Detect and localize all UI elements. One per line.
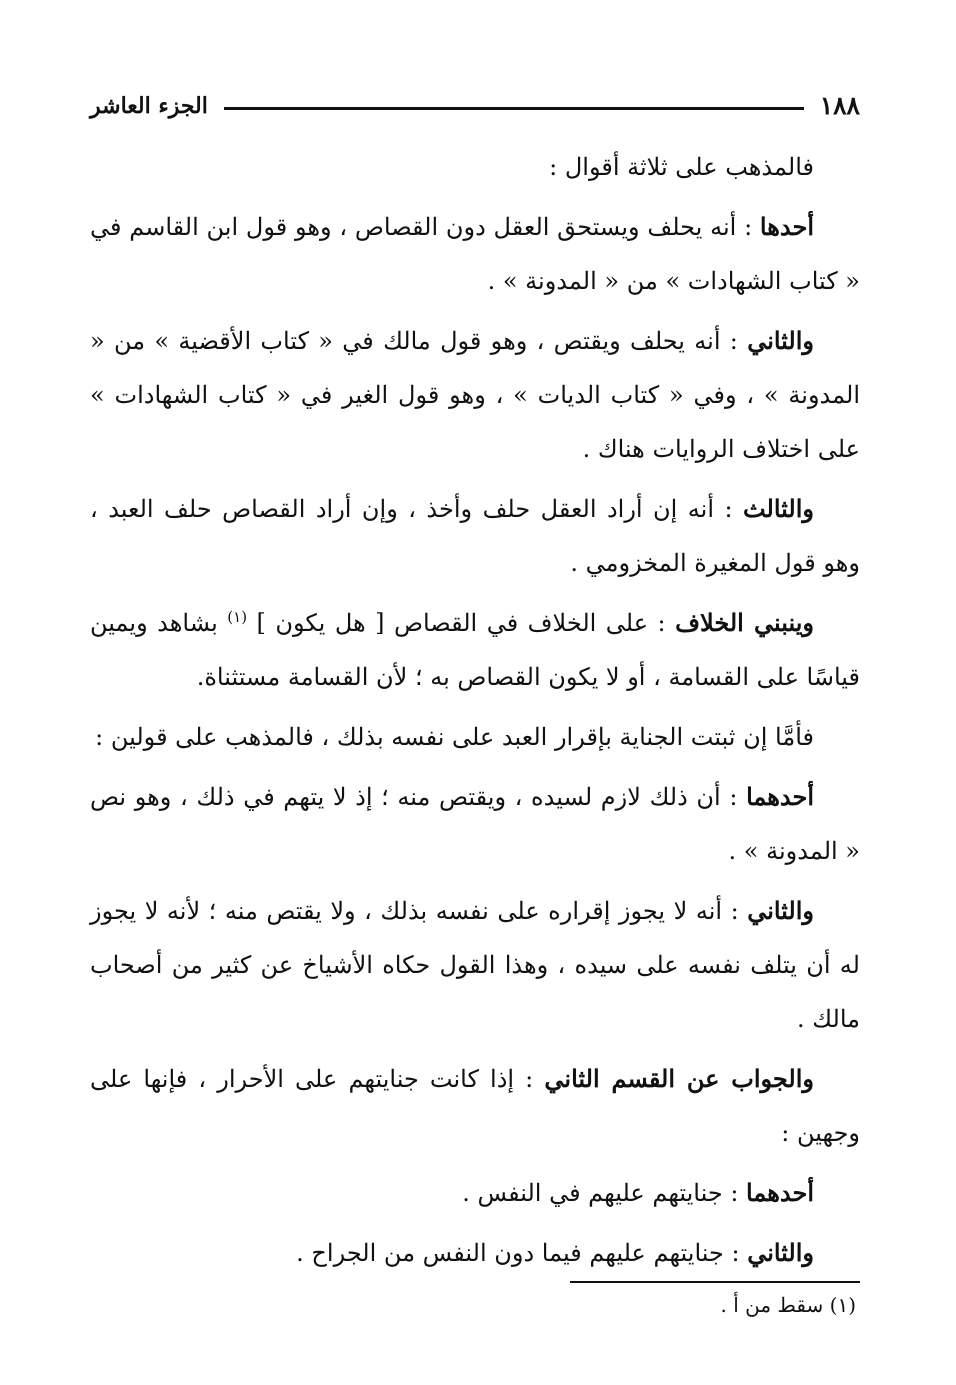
paragraph-text: : إذا كانت جنايتهم على الأحرار ، فإنها على وجهين : [90,1065,860,1147]
paragraph-text: : أنه إن أراد العقل حلف وأخذ ، وإن أراد القصاص حلف العبد ، وهو قول المغيرة المخزومي . [90,495,860,577]
paragraph-lead: وينبني الخلاف [675,608,815,637]
paragraph-text: : أنه يحلف ويقتص ، وهو قول مالك في « كتاب الأقضية » من « المدونة » ، وفي « كتاب الديات » ، وهو قول الغير في « كتاب الشهادات » على اختلاف الروايات هناك . [90,327,860,463]
paragraph-text: : جنايتهم عليهم في النفس . [462,1179,747,1207]
header-rule [224,107,804,110]
page-number: ١٨٨ [819,91,860,120]
paragraph [90,884,860,1046]
paragraph-lead: أحدهما [746,1178,814,1207]
paragraph [90,140,860,194]
paragraph-text: : أن ذلك لازم لسيده ، ويقتص منه ؛ إذ لا يتهم في ذلك ، وهو نص « المدونة » . [90,783,860,865]
paragraph-lead: والثالث [742,494,814,523]
paragraph [90,1166,860,1220]
paragraph-lead: أحدها [759,212,814,241]
paragraph [90,1226,860,1280]
paragraph-lead: والثاني [747,896,814,925]
paragraph [90,710,860,764]
paragraph-text: : جنايتهم عليهم فيما دون النفس من الجراح . [296,1239,748,1267]
paragraph-text: : أنه لا يجوز إقراره على نفسه بذلك ، ولا يقتص منه ؛ لأنه لا يجوز له أن يتلف نفسه على سيده ، وهذا القول حكاه الأشياخ عن كثير من أصحاب مالك . [90,897,860,1033]
footnote-rule [570,1281,860,1283]
paragraph-text: : أنه يحلف ويستحق العقل دون القصاص ، وهو قول ابن القاسم في « كتاب الشهادات » من « المدونة » . [90,213,860,295]
page-header [90,86,860,126]
paragraph [90,770,860,878]
main-text [90,140,860,1286]
paragraph [90,596,860,704]
paragraph-text: فأمَّا إن ثبتت الجناية بإقرار العبد على نفسه بذلك ، فالمذهب على قولين : [95,723,814,751]
paragraph [90,314,860,476]
paragraph-text: : على الخلاف في القصاص [ هل يكون ] [247,609,676,637]
paragraph-lead: والجواب عن القسم الثاني [544,1064,814,1093]
footnote: (١) سقط من أ . [720,1293,856,1317]
paragraph [90,1052,860,1160]
paragraph-lead: والثاني [747,1238,814,1267]
paragraph-lead: والثاني [747,326,814,355]
paragraph [90,482,860,590]
paragraph-text: بشاهد ويمين قياسًا على القسامة ، أو لا يكون القصاص به ؛ لأن القسامة مستثناة. [90,609,860,691]
running-title: الجزء العاشر [90,93,208,119]
paragraph-lead: أحدهما [746,782,815,811]
footnote-reference[interactable]: (١) [227,608,248,626]
paragraph [90,200,860,308]
paragraph-text: فالمذهب على ثلاثة أقوال : [549,153,814,181]
